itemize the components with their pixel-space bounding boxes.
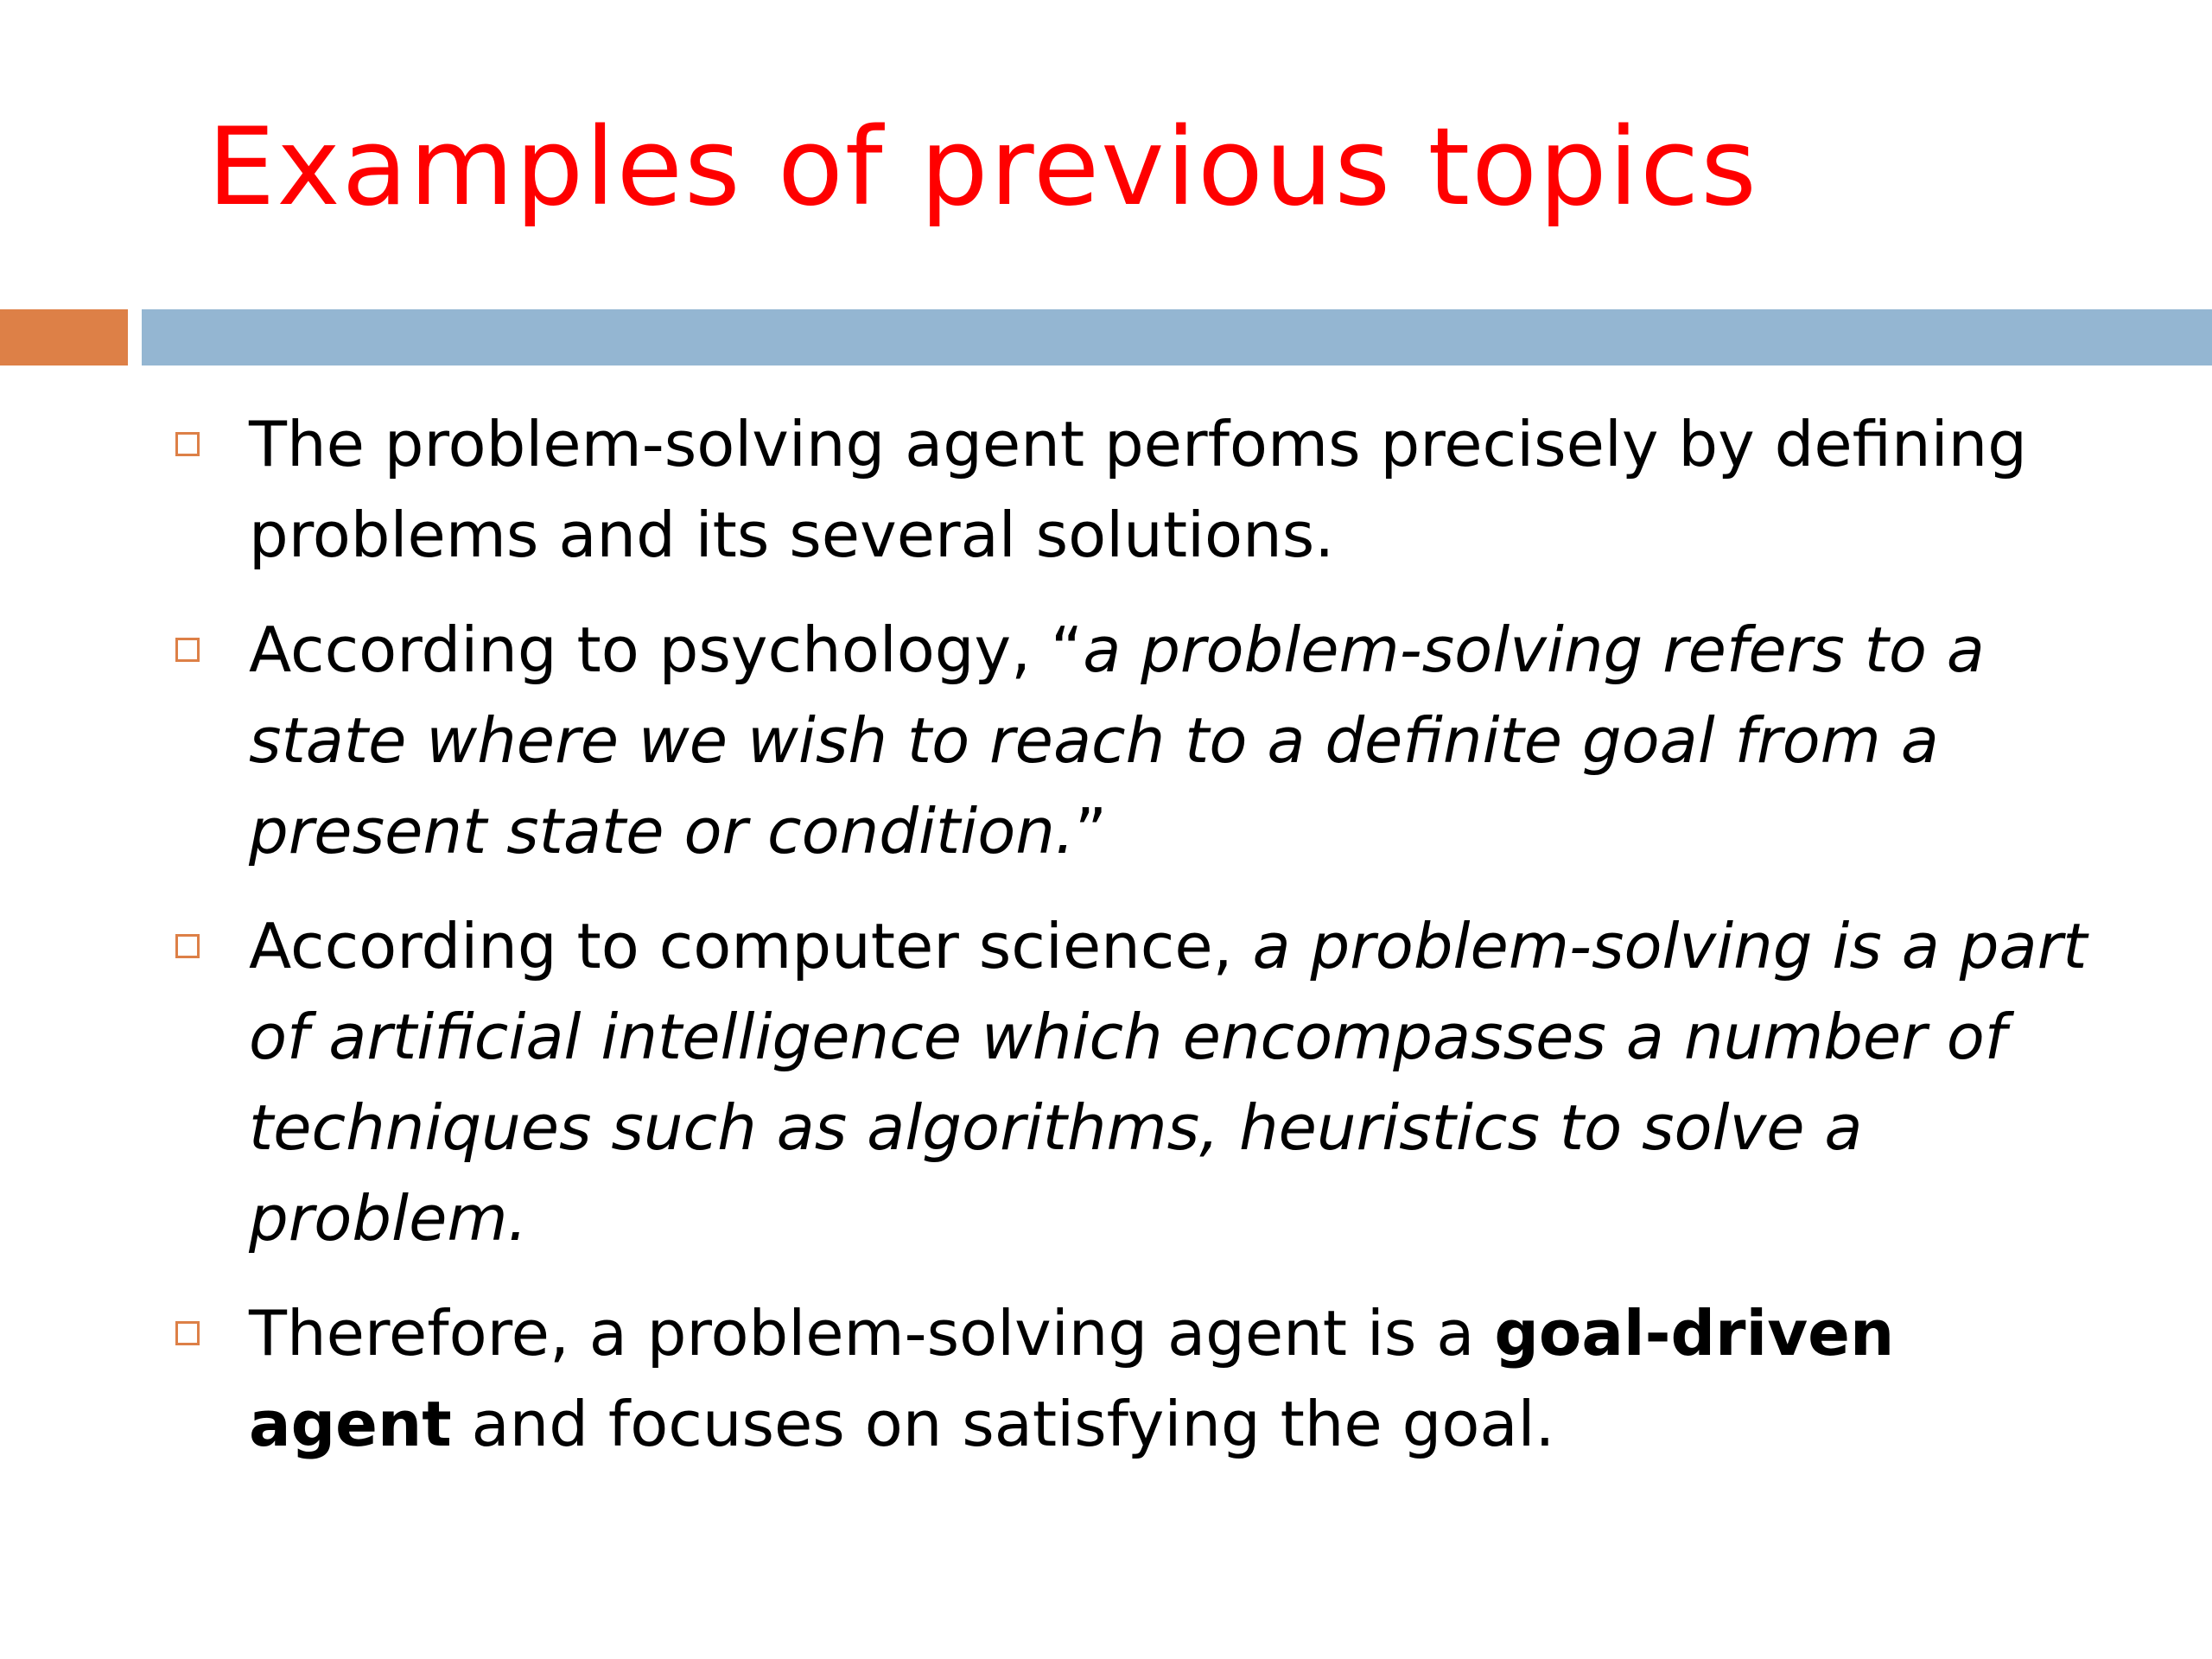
bullet-item xyxy=(173,399,2108,581)
title-divider-bar xyxy=(142,309,2212,365)
hollow-square-icon xyxy=(175,934,200,958)
hollow-square-icon xyxy=(175,638,200,662)
bullet-item xyxy=(173,605,2108,877)
bullet-text: According to computer science, xyxy=(249,910,1253,982)
bullet-bold-text: goal-driven agent xyxy=(249,1297,1895,1460)
bullet-item xyxy=(173,1288,2108,1470)
hollow-square-icon xyxy=(175,1321,200,1345)
bullet-text: Therefore, a problem-solving agent is a xyxy=(249,1297,1495,1370)
bullet-text: According to psychology, “ xyxy=(249,613,1084,686)
bullet-text: The problem-solving agent perfoms precisely by defining problems and its several solutions. xyxy=(249,408,2027,571)
bullet-italic-text: a problem-solving is a part of artificial intelligence which encompasses a number of techniques such as algorithms, heuristics to solve a problem. xyxy=(249,910,2088,1255)
closing-quote: ” xyxy=(1074,795,1108,868)
bullet-italic-text: a problem-solving refers to a state where we wish to reach to a definite goal from a present state or condition. xyxy=(249,613,1985,868)
bullet-text-end: and focuses on satisfying the goal. xyxy=(451,1388,1555,1460)
bullet-item xyxy=(173,901,2108,1264)
bullet-list xyxy=(173,399,2108,1494)
hollow-square-icon xyxy=(175,432,200,456)
slide-title: Examples of previous topics xyxy=(207,105,1758,230)
title-accent-bar xyxy=(0,309,128,365)
